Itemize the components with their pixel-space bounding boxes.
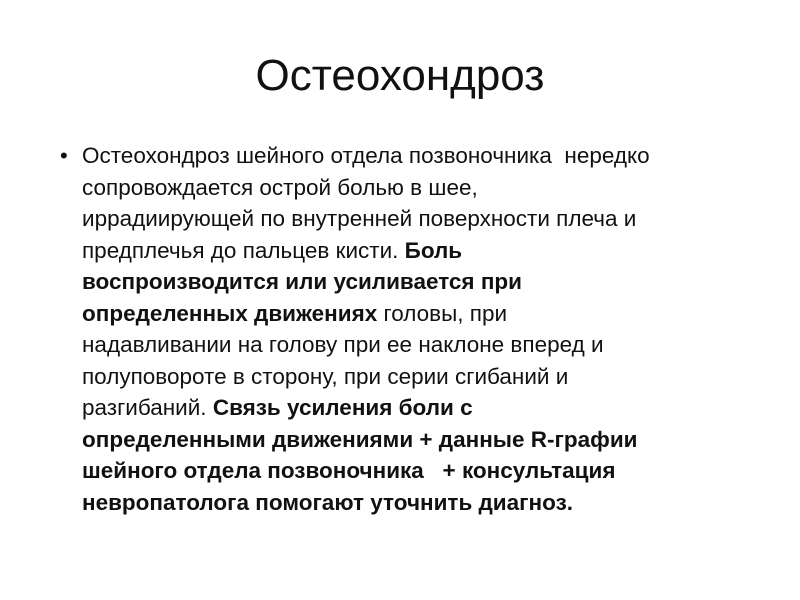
text-segment-4-bold: Связь усиления боли с определенными движениями + данные R-графии шейного отдела позвоночника + консультация невропатолога помогают уточнить диагноз. [82, 395, 638, 515]
bullet-marker-icon: • [60, 143, 68, 168]
slide-title: Остеохондроз [255, 51, 545, 100]
text-segment-2-bold: Боль воспроизводится или усиливается при определенных движениях [82, 237, 522, 326]
text-segment-3: головы, при надавливании на голову при ее наклоне вперед и полуповороте в сторону, при серии сгибаний и разгибаний. [82, 300, 604, 420]
bullet-text [82, 140, 760, 518]
text-segment-1: Остеохондроз шейного отдела позвоночника нередко сопровождается острой болью в шее, иррадиирующей по внутренней поверхности плеча и предплечья до пальцев кисти. [82, 143, 650, 263]
bullet-item [60, 140, 760, 518]
